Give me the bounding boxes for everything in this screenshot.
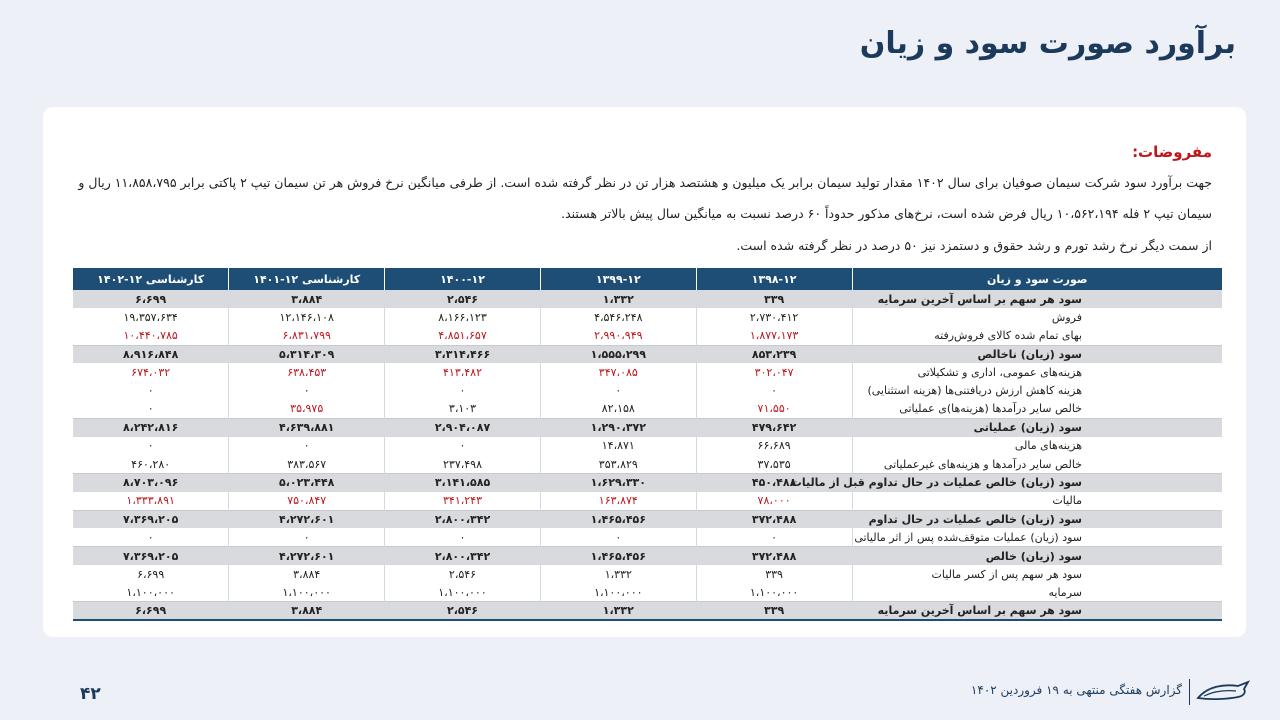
- row-value: ۳،۱۴۱،۵۸۵: [385, 473, 541, 491]
- row-label: هزینه‌های مالی: [852, 437, 1222, 455]
- row-value: ۳۳۹: [696, 290, 852, 308]
- row-value: ۱،۱۰۰،۰۰۰: [696, 584, 852, 602]
- row-value: ۲،۹۹۰،۹۴۹: [540, 327, 696, 345]
- income-statement-table: [73, 268, 1222, 621]
- cogs-row: [73, 327, 1222, 345]
- row-value: ۳۵،۹۷۵: [229, 400, 385, 418]
- row-value: ۸،۱۶۶،۱۲۳: [385, 308, 541, 326]
- row-value: ۴،۸۵۱،۶۵۷: [385, 327, 541, 345]
- row-value: ۰: [696, 528, 852, 546]
- impairment-row: [73, 382, 1222, 400]
- row-value: ۵،۰۲۳،۴۴۸: [229, 473, 385, 491]
- row-value: ۱،۴۶۵،۴۵۶: [540, 510, 696, 528]
- eps-after-tax-row: [73, 565, 1222, 583]
- row-value: ۱،۶۲۹،۳۳۰: [540, 473, 696, 491]
- row-value: ۶،۶۹۹: [137, 567, 165, 581]
- header-1402: کارشناسی ۱۲-۱۴۰۲: [73, 268, 229, 290]
- row-value: ۴۷۹،۶۴۲: [696, 418, 852, 436]
- row-value: ۳،۱۰۳: [385, 400, 541, 418]
- row-value: ۳،۳۱۴،۴۶۶: [385, 345, 541, 363]
- row-value: ۲،۹۰۴،۰۸۷: [385, 418, 541, 436]
- table-header-row: [73, 268, 1222, 290]
- row-value: ۳۷،۵۳۵: [696, 455, 852, 473]
- row-label: مالیات: [852, 492, 1222, 510]
- admin-expenses-row: [73, 363, 1222, 381]
- row-label: سود (زیان) خالص: [852, 547, 1222, 565]
- row-value: ۱،۳۳۳،۸۹۱: [126, 494, 175, 508]
- row-value: ۳۵۳،۸۲۹: [540, 455, 696, 473]
- row-value: ۷۵۰،۸۴۷: [229, 492, 385, 510]
- row-value: ۷،۳۶۹،۲۰۵: [73, 510, 229, 528]
- row-value: ۴،۲۷۲،۶۰۱: [229, 510, 385, 528]
- header-1401: کارشناسی ۱۲-۱۴۰۱: [229, 268, 385, 290]
- tax-row: [73, 492, 1222, 510]
- row-value: ۶۷۴،۰۳۲: [131, 366, 171, 380]
- pretax-profit-row: [73, 473, 1222, 491]
- row-value: ۱،۵۵۵،۲۹۹: [540, 345, 696, 363]
- row-label: هزینه کاهش ارزش دریافتنی‌ها (هزینه استثنایی): [852, 382, 1222, 400]
- row-value: ۰: [385, 528, 541, 546]
- row-value: ۰: [385, 437, 541, 455]
- assumptions-line-3: از سمت دیگر نرخ رشد تورم و رشد حقوق و دستمزد نیز ۵۰ درصد در نظر گرفته شده است.: [736, 238, 1212, 253]
- discontinued-row: [73, 528, 1222, 546]
- row-label: هزینه‌های عمومی، اداری و تشکیلاتی: [852, 363, 1222, 381]
- row-value: ۰: [540, 528, 696, 546]
- row-value: ۳۷۲،۴۸۸: [696, 510, 852, 528]
- row-value: ۱،۲۹۰،۳۷۲: [540, 418, 696, 436]
- row-value: ۰: [229, 437, 385, 455]
- company-logo-icon: [1194, 676, 1252, 706]
- row-value: ۱۶۳،۸۷۴: [540, 492, 696, 510]
- footer-report-title: گزارش هفتگی منتهی به ۱۹ فروردین ۱۴۰۲: [970, 683, 1182, 697]
- row-value: ۶،۶۹۹: [73, 602, 229, 620]
- gross-profit-row: [73, 345, 1222, 363]
- header-1400: ۱۴۰۰-۱۲: [385, 268, 541, 290]
- sales-row: [73, 308, 1222, 326]
- footer-divider: [1189, 679, 1190, 705]
- row-value: ۳۰۲،۰۴۷: [696, 363, 852, 381]
- page-title: برآورد صورت سود و زیان: [859, 26, 1236, 61]
- row-value: ۱۲،۱۴۶،۱۰۸: [229, 308, 385, 326]
- row-value: ۴۵۰،۴۸۸: [696, 473, 852, 491]
- content-card: [43, 107, 1246, 637]
- net-profit-row: [73, 547, 1222, 565]
- eps-latest-capital-row: [73, 290, 1222, 308]
- eps-latest-capital-total-row: [73, 602, 1222, 620]
- row-value: ۷۸،۰۰۰: [696, 492, 852, 510]
- row-label: سود (زیان) عملیاتی: [852, 418, 1222, 436]
- row-value: ۰: [147, 402, 154, 416]
- continuing-profit-row: [73, 510, 1222, 528]
- header-label: صورت سود و زیان: [852, 268, 1222, 290]
- row-value: ۴،۶۳۹،۸۸۱: [229, 418, 385, 436]
- row-value: ۱،۱۰۰،۰۰۰: [126, 585, 175, 599]
- row-label: سود (زیان) خالص عملیات در حال تداوم: [852, 510, 1222, 528]
- assumptions-line-2: سیمان تیپ ۲ فله ۱۰،۵۶۲،۱۹۴ ریال فرض شده است، نرخ‌های مذکور حدوداً ۶۰ درصد نسبت به میانگین سال پیش بالاتر هستند.: [561, 206, 1212, 221]
- row-value: ۸۲،۱۵۸: [540, 400, 696, 418]
- row-value: ۰: [147, 530, 154, 544]
- non-operating-row: [73, 455, 1222, 473]
- row-value: ۴،۵۴۶،۲۴۸: [540, 308, 696, 326]
- row-value: ۱،۳۳۲: [540, 290, 696, 308]
- row-value: ۵،۳۱۴،۳۰۹: [229, 345, 385, 363]
- row-label: سود هر سهم پس از کسر مالیات: [852, 565, 1222, 583]
- row-value: ۴،۲۷۲،۶۰۱: [229, 547, 385, 565]
- assumptions-line-1: جهت برآورد سود شرکت سیمان صوفیان برای سال ۱۴۰۲ مقدار تولید سیمان برابر یک میلیون و هشتصد هزار تن در نظر گرفته شده است. از طرفی میانگین نرخ فروش هر تن سیمان تیپ ۲ پاکتی برابر ۱۱،۸۵۸،۷۹۵ ریال و: [78, 175, 1212, 190]
- row-value: ۳۴۷،۰۸۵: [540, 363, 696, 381]
- row-value: ۸،۲۴۲،۸۱۶: [73, 418, 229, 436]
- row-label: سود هر سهم بر اساس آخرین سرمایه: [852, 290, 1222, 308]
- row-value: ۳۷۲،۴۸۸: [696, 547, 852, 565]
- row-value: ۳۳۹: [696, 602, 852, 620]
- row-value: ۱،۱۰۰،۰۰۰: [385, 584, 541, 602]
- row-value: ۱،۱۰۰،۰۰۰: [229, 584, 385, 602]
- row-value: ۰: [147, 384, 154, 398]
- assumptions-heading: مفروضات:: [1132, 143, 1212, 161]
- row-label: سود (زیان) خالص عملیات در حال تداوم قبل از مالیات: [852, 473, 1222, 491]
- row-value: ۲،۵۴۶: [385, 290, 541, 308]
- row-value: ۳،۸۸۴: [229, 565, 385, 583]
- row-value: ۰: [229, 382, 385, 400]
- row-value: ۱۹،۳۵۷،۶۳۴: [123, 311, 178, 325]
- row-label: سود هر سهم بر اساس آخرین سرمایه: [852, 602, 1222, 620]
- row-value: ۲۳۷،۴۹۸: [385, 455, 541, 473]
- row-label: بهای تمام شده کالای فروش‌رفته: [852, 327, 1222, 345]
- row-value: ۲،۷۳۰،۴۱۲: [696, 308, 852, 326]
- row-value: ۱،۸۷۷،۱۷۳: [696, 327, 852, 345]
- row-value: ۱۰،۴۴۰،۷۸۵: [123, 329, 178, 343]
- row-value: ۶۶،۶۸۹: [696, 437, 852, 455]
- row-value: ۳،۸۸۴: [229, 290, 385, 308]
- row-label: خالص سایر درآمدها (هزینه‌ها)ی عملیاتی: [852, 400, 1222, 418]
- row-value: ۱،۳۳۲: [540, 565, 696, 583]
- row-value: ۲،۸۰۰،۳۴۲: [385, 547, 541, 565]
- row-value: ۷،۳۶۹،۲۰۵: [73, 547, 229, 565]
- row-label: فروش: [852, 308, 1222, 326]
- row-value: ۲،۵۴۶: [385, 565, 541, 583]
- row-value: ۳۳۹: [696, 565, 852, 583]
- row-value: ۱،۱۰۰،۰۰۰: [540, 584, 696, 602]
- row-value: ۸۵۳،۲۳۹: [696, 345, 852, 363]
- row-value: ۰: [229, 528, 385, 546]
- row-value: ۶،۸۳۱،۷۹۹: [229, 327, 385, 345]
- page-number: ۴۲: [80, 684, 101, 704]
- row-value: ۴۱۳،۴۸۲: [385, 363, 541, 381]
- operating-profit-row: [73, 418, 1222, 436]
- header-1399: ۱۳۹۹-۱۲: [540, 268, 696, 290]
- row-label: سود (زیان) ناخالص: [852, 345, 1222, 363]
- income-statement-table-wrap: [73, 268, 1222, 621]
- finance-cost-row: [73, 437, 1222, 455]
- row-value: ۸،۹۱۶،۸۴۸: [73, 345, 229, 363]
- capital-row: [73, 584, 1222, 602]
- row-value: ۸،۷۰۳،۰۹۶: [73, 473, 229, 491]
- row-value: ۴۶۰،۲۸۰: [131, 457, 171, 471]
- row-value: ۶،۶۹۹: [73, 290, 229, 308]
- row-value: ۲،۵۴۶: [385, 602, 541, 620]
- other-operating-row: [73, 400, 1222, 418]
- header-1398: ۱۳۹۸-۱۲: [696, 268, 852, 290]
- row-label: سود (زیان) عملیات متوقف‌شده پس از اثر مالیاتی: [852, 528, 1222, 546]
- row-value: ۳۴۱،۲۴۳: [385, 492, 541, 510]
- row-value: ۷۱،۵۵۰: [696, 400, 852, 418]
- row-value: ۲،۸۰۰،۳۴۲: [385, 510, 541, 528]
- row-value: ۰: [147, 439, 154, 453]
- row-value: ۰: [385, 382, 541, 400]
- row-value: ۶۳۸،۴۵۳: [229, 363, 385, 381]
- row-value: ۳۸۳،۵۶۷: [229, 455, 385, 473]
- row-value: ۰: [540, 382, 696, 400]
- row-value: ۱۴،۸۷۱: [540, 437, 696, 455]
- row-label: خالص سایر درآمدها و هزینه‌های غیرعملیاتی: [852, 455, 1222, 473]
- row-value: ۱،۳۳۲: [540, 602, 696, 620]
- row-value: ۱،۴۶۵،۴۵۶: [540, 547, 696, 565]
- row-label: سرمایه: [852, 584, 1222, 602]
- row-value: ۰: [696, 382, 852, 400]
- row-value: ۳،۸۸۴: [229, 602, 385, 620]
